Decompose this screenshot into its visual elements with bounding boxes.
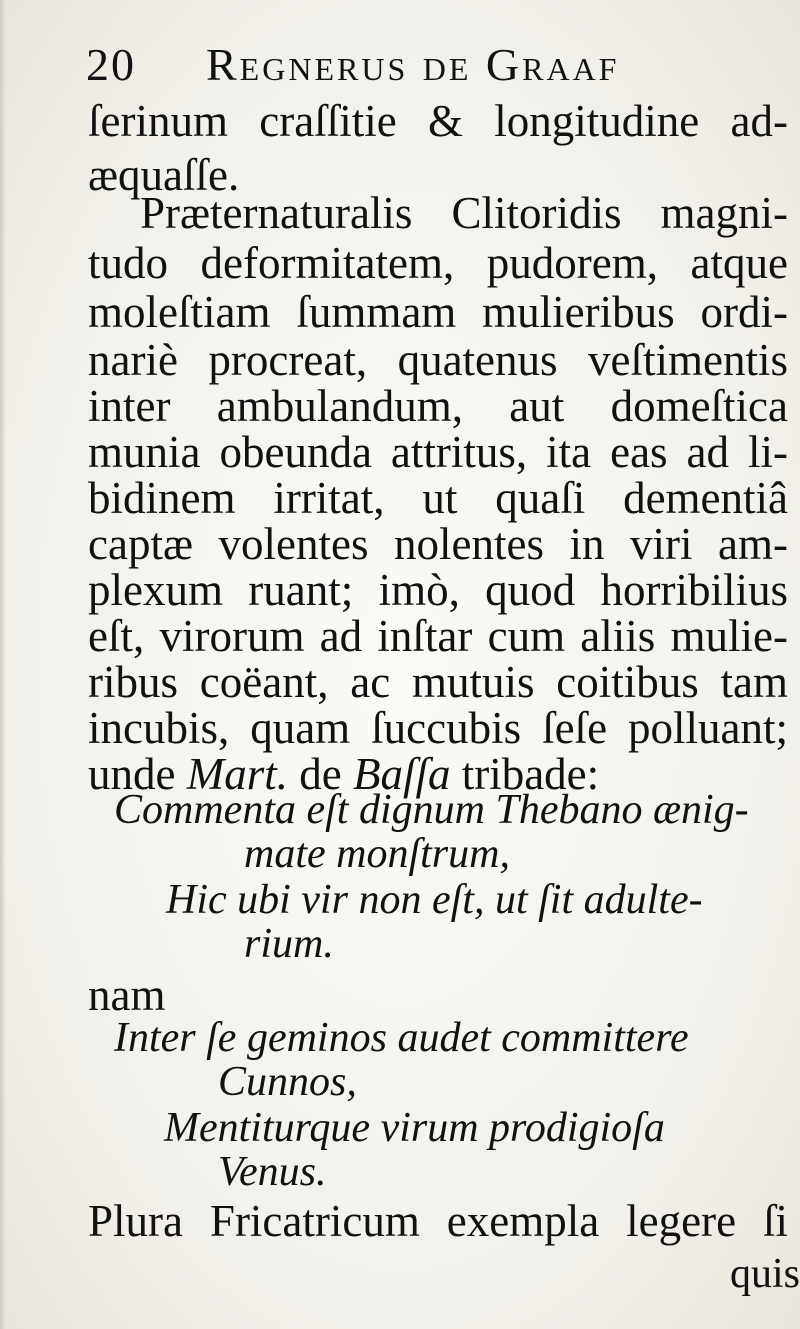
text-segment: tribade: — [450, 749, 600, 799]
text-line: æquaſſe. — [88, 150, 240, 200]
text-line: incubis, quam ſuccubis ſeſe polluant; — [88, 703, 788, 753]
text-line: ſerinum craſſitie & longitudine ad- — [88, 96, 788, 146]
text-line: nam — [88, 970, 166, 1020]
text-line: tudo deformitatem, pudorem, atque — [88, 238, 788, 288]
text-line: nariè procreat, quatenus veſtimentis — [88, 335, 788, 385]
verse-line: Cunnos, — [218, 1059, 357, 1105]
text-line: bidinem irritat, ut quaſi dementiâ — [88, 473, 788, 523]
running-title: Regnerus de Graaf — [206, 39, 620, 90]
verse-line: mate monſtrum, — [244, 831, 510, 877]
author-name: Mart. — [186, 749, 288, 799]
text-line: inter ambulandum, aut domeſtica — [88, 381, 788, 431]
catchword: quis — [730, 1251, 800, 1297]
subject-name: Baſſa — [352, 749, 451, 799]
verse-line: Venus. — [218, 1149, 327, 1195]
text-line: Plura Fricatricum exempla legere ſi — [88, 1196, 788, 1246]
verse-line: Inter ſe geminos audet committere — [114, 1015, 689, 1061]
verse-line: Hic ubi vir non eſt, ut ſit adulte- — [166, 877, 703, 923]
page-number: 20 — [86, 39, 136, 90]
text-line: ribus coëant, ac mutuis coitibus tam — [88, 657, 788, 707]
verse-line: Mentiturque virum prodigioſa — [164, 1105, 665, 1151]
text-line: Præternaturalis Clitoridis magni- — [140, 188, 788, 238]
verse-line: rium. — [244, 921, 334, 967]
text-segment: unde — [88, 749, 187, 799]
text-line: munia obeunda attritus, ita eas ad li- — [88, 427, 788, 477]
text-line: plexum ruant; imò, quod horribilius — [88, 565, 788, 615]
text-line: moleſtiam ſummam mulieribus ordi- — [88, 287, 788, 337]
text-line: captæ volentes nolentes in viri am- — [88, 519, 788, 569]
page-edge — [0, 0, 6, 1329]
text-line: eſt, virorum ad inſtar cum aliis mulie- — [88, 611, 788, 661]
page-header — [86, 38, 726, 98]
text-segment: de — [287, 749, 353, 799]
verse-line: Commenta eſt dignum Thebano ænig- — [114, 787, 749, 833]
